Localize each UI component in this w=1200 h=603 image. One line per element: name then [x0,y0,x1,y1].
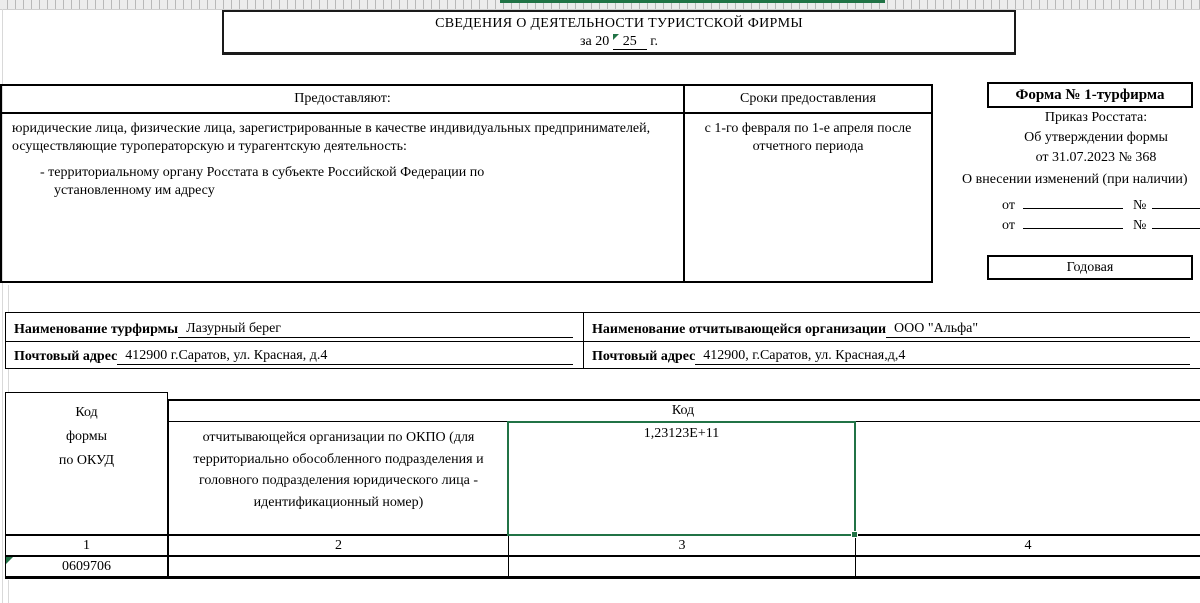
providers-body-cell [2,114,685,283]
amendment-date-blank-1[interactable] [1023,195,1123,209]
gridline-gap-2 [8,368,9,392]
firm-address-label: Почтовый адрес [14,349,118,364]
firm-name-label: Наименование турфирмы [14,322,179,337]
providers-paragraph: юридические лица, физические лица, зарегистрированные в качестве индивидуальных предпринимателей, осуществляющие туроператорскую и турагентскую деятельность: [12,121,651,154]
terms-body-cell [685,114,931,283]
gridline-gap-3 [8,580,9,603]
firm-address-value[interactable]: 412900 г.Саратов, ул. Красная, д.4 [117,348,573,365]
org-name-cell [584,313,1200,341]
okud-header-line: Код [75,405,98,420]
providers-table [0,84,933,283]
org-address-value[interactable]: 412900, г.Саратов, ул. Красная,д,4 [695,348,1190,365]
code-extra-cell[interactable] [855,422,1200,535]
column-header-strip[interactable] [0,0,1200,10]
code-header-cell [168,399,1200,422]
organization-table [5,312,1200,369]
org-name-value[interactable]: ООО "Альфа" [886,321,1190,338]
amendments-line: О внесении изменений (при наличии) [962,172,1188,187]
selected-cell-okpo[interactable] [507,421,856,536]
year-prefix: за 20 [580,34,610,49]
cell-flag-icon [613,34,619,40]
org-address-label: Почтовый адрес [592,349,696,364]
okud-value: 0609706 [62,559,111,574]
okpo-description-text: отчитывающейся организации по ОКПО (для территориально обособленного подразделения и головного подразделения юридического лица - идентификационный номер) [193,430,484,510]
okud-header-line: по ОКУД [58,453,115,468]
column-number-cell-1: 1 [5,535,168,556]
ot-label: от [1002,198,1015,213]
form-title: СВЕДЕНИЯ О ДЕЯТЕЛЬНОСТИ ТУРИСТСКОЙ ФИРМЫ [435,16,803,31]
amendment-row-2 [1002,215,1200,234]
num-label: № [1132,218,1147,233]
year-value: 25 [622,34,637,49]
order-approved-line: Об утверждении формы [1024,130,1168,145]
data-cell-2[interactable] [168,556,509,578]
form-year-line [224,34,1014,50]
okud-header-cell [5,392,168,535]
okud-value-cell[interactable] [5,556,168,578]
order-date-line: от 31.07.2023 № 368 [1035,150,1157,165]
order-title: Приказ Росстата: [1044,110,1148,125]
amendment-date-blank-2[interactable] [1023,215,1123,229]
gridline-gap-1 [8,285,9,312]
fill-handle[interactable] [851,531,858,538]
form-number-box: Форма № 1-турфирма [987,82,1193,108]
terms-text: с 1-го февраля по 1-е апреля после отчетного периода [704,121,912,154]
column-number-cell-3: 3 [508,535,856,556]
providers-list-item: - территориальному органу Росстата в субъекте Российской Федерации по установленному им адресу [40,165,485,198]
okud-header-line: формы [65,429,108,444]
okpo-value: 1,23123E+11 [643,426,720,441]
periodicity-box: Годовая [987,255,1193,280]
terms-header-cell: Сроки предоставления [740,91,876,106]
org-name-row [6,313,1200,341]
data-cell-3[interactable] [508,556,856,578]
column-number-cell-2: 2 [168,535,509,556]
org-address-cell [584,342,1200,368]
address-row [6,341,1200,368]
form-title-box [222,10,1016,55]
selected-columns-highlight [500,0,885,3]
code-header-label: Код [671,403,695,418]
amendment-num-blank-2[interactable] [1152,215,1200,229]
amendment-row-1 [1002,195,1200,214]
amendment-num-blank-1[interactable] [1152,195,1200,209]
column-number-cell-4: 4 [855,535,1200,556]
ot-label: от [1002,218,1015,233]
firm-name-value[interactable]: Лазурный берег [178,321,573,338]
cell-error-flag-icon [6,557,13,564]
table-bottom-border [5,576,1200,579]
num-label: № [1132,198,1147,213]
providers-header-cell: Предоставляют: [2,86,685,112]
providers-table-header-row [2,86,931,114]
year-input-cell[interactable] [613,34,647,50]
firm-name-cell [6,313,584,341]
firm-address-cell [6,342,584,368]
okpo-description-cell [168,422,508,535]
org-name-label: Наименование отчитывающейся организации [592,322,887,337]
year-suffix: г. [650,34,658,49]
data-cell-4[interactable] [855,556,1200,578]
providers-table-body-row [2,114,931,283]
